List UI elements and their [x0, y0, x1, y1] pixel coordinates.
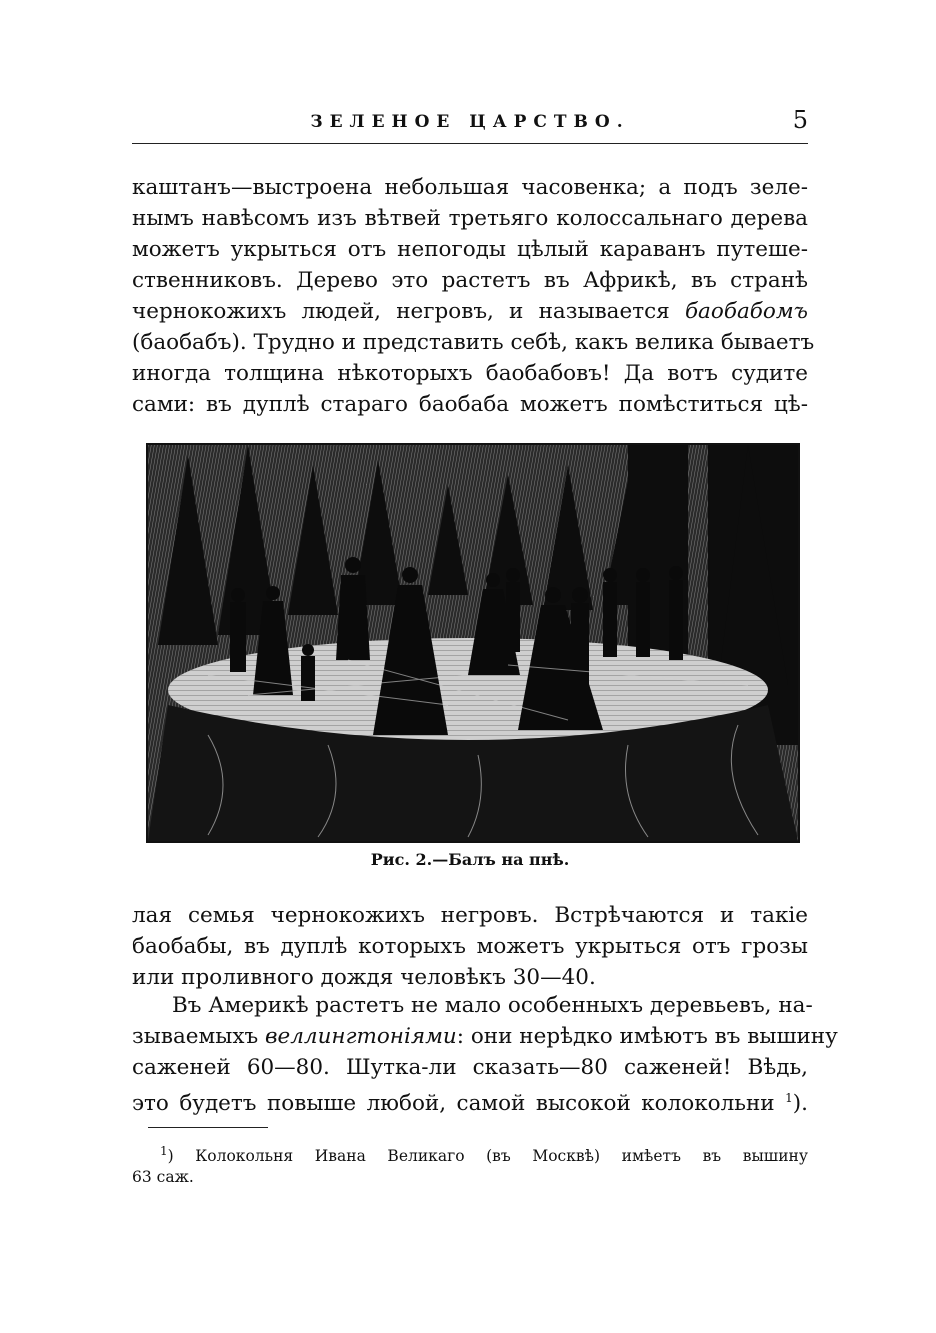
text-line [132, 296, 808, 327]
footnote-line [132, 1138, 808, 1164]
running-title: ЗЕЛЕНОЕ ЦАРСТВО. [310, 112, 630, 132]
text-line: или проливного дождя человѣкъ 30—40. [132, 965, 596, 990]
running-head [132, 106, 808, 142]
footnote-reference[interactable]: 1 [785, 1091, 793, 1105]
header-rule [132, 143, 808, 144]
paragraph-top [132, 172, 815, 420]
text-line: сами: въ дуплѣ стараго баобаба можетъ помѣститься цѣ- [132, 392, 808, 417]
text-line: саженей 60—80. Шутка-ли сказать—80 саженей! Вѣдь, [132, 1055, 808, 1080]
footnote-line: 63 саж. [132, 1168, 194, 1186]
text-segment: ). [792, 1091, 808, 1117]
paragraph-america-first-line [172, 990, 813, 1021]
text-line: нымъ навѣсомъ изъ вѣтвей третьяго колоссальнаго дерева [132, 206, 808, 231]
text-segment: : они нерѣдко имѣютъ въ вышину [456, 1024, 838, 1049]
footnote-rule [148, 1127, 268, 1128]
text-line: (баобабъ). Трудно и представить себѣ, какъ велика бываетъ [132, 330, 815, 355]
italic-term: веллингтоніями [264, 1024, 457, 1049]
text-segment: зываемыхъ [132, 1024, 259, 1049]
text-line: можетъ укрыться отъ непогоды цѣлый караванъ путеше- [132, 237, 808, 262]
figure-caption: Рис. 2.—Балъ на пнѣ. [370, 850, 570, 869]
engraving-ball-on-stump [146, 443, 800, 843]
page-number: 5 [792, 106, 808, 134]
text-line: баобабы, въ дуплѣ которыхъ можетъ укрыться отъ грозы [132, 934, 808, 959]
engraving-illustration [148, 445, 798, 841]
text-segment: чернокожихъ людей, негровъ, и называется [132, 299, 670, 324]
text-line: ственниковъ. Дерево это растетъ въ Африкѣ, въ странѣ [132, 268, 808, 293]
text-line [132, 1021, 838, 1052]
text-segment: ) Колокольня Ивана Великаго (въ Москвѣ) имѣетъ въ вышину [167, 1147, 808, 1166]
text-segment: это будетъ повыше любой, самой высокой колокольни [132, 1091, 775, 1117]
footnote [132, 1138, 808, 1190]
paragraph-bottom [132, 900, 808, 993]
footnote-marker: 1 [160, 1144, 168, 1158]
text-line: каштанъ—выстроена небольшая часовенка; а подъ зеле- [132, 175, 808, 200]
text-line: лая семья чернокожихъ негровъ. Встрѣчаются и такіе [132, 903, 808, 928]
text-line: Въ Америкѣ растетъ не мало особенныхъ деревьевъ, на- [172, 993, 813, 1018]
text-line: иногда толщина нѣкоторыхъ баобабовъ! Да вотъ судите [132, 361, 808, 386]
paragraph-america [132, 1021, 838, 1117]
italic-term: баобабомъ [684, 299, 808, 324]
text-line [132, 1083, 808, 1117]
